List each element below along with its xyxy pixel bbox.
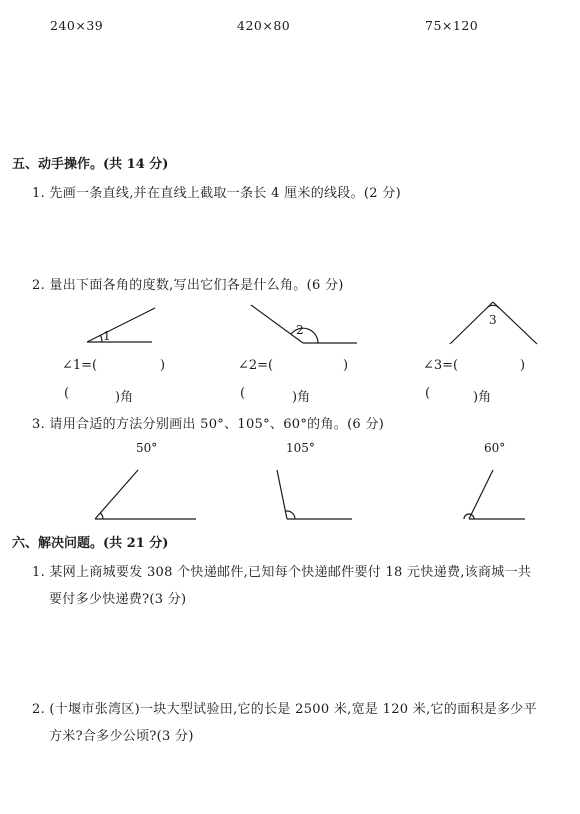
- angle-mark-3: 3: [489, 313, 497, 327]
- expr-2: 420×80: [237, 18, 291, 33]
- draw-label-105: 105°: [286, 441, 315, 455]
- draw-label-50: 50°: [136, 441, 158, 455]
- angle-1-type-close: )角: [115, 390, 134, 405]
- angle-2-degree-label: ∠2=(: [238, 358, 274, 373]
- angle-figure-2: [245, 300, 365, 350]
- question-6-1-line-1: 1. 某网上商城要发 308 个快递邮件,已知每个快递邮件要付 18 元快递费,该商城一共: [32, 565, 532, 580]
- angle-mark-2: 2: [296, 323, 304, 337]
- question-5-3: 3. 请用合适的方法分别画出 50°、105°、60°的角。(6 分): [32, 417, 385, 432]
- draw-angle-105: [270, 465, 360, 525]
- draw-label-60: 60°: [484, 441, 506, 455]
- angle-mark-1: 1: [103, 329, 111, 343]
- angle-1-degree-close: ): [160, 358, 166, 373]
- section-5-title: 五、动手操作。(共 14 分): [12, 157, 169, 172]
- question-6-2-line-1: 2. (十堰市张湾区)一块大型试验田,它的长是 2500 米,宽是 120 米,它的面积是多少平: [32, 702, 537, 717]
- angle-3-degree-label: ∠3=(: [423, 358, 459, 373]
- angle-3-type-open: (: [425, 386, 431, 401]
- question-5-2: 2. 量出下面各角的度数,写出它们各是什么角。(6 分): [32, 278, 344, 293]
- question-5-1: 1. 先画一条直线,并在直线上截取一条长 4 厘米的线段。(2 分): [32, 186, 401, 201]
- question-6-1-line-2: 要付多少快递费?(3 分): [49, 592, 187, 607]
- expr-3: 75×120: [425, 18, 479, 33]
- angle-3-type-close: )角: [473, 390, 492, 405]
- angle-1-degree-label: ∠1=(: [62, 358, 98, 373]
- angle-2-type-close: )角: [292, 390, 311, 405]
- angle-2-degree-close: ): [343, 358, 349, 373]
- angle-2-type-open: (: [240, 386, 246, 401]
- angle-figure-1: [80, 300, 160, 350]
- draw-angle-60: [460, 465, 530, 525]
- expr-1: 240×39: [50, 18, 104, 33]
- angle-figure-3: [445, 296, 545, 348]
- section-6-title: 六、解决问题。(共 21 分): [12, 536, 169, 551]
- question-6-2-line-2: 方米?合多少公顷?(3 分): [49, 729, 194, 744]
- angle-3-degree-close: ): [520, 358, 526, 373]
- draw-angle-50: [90, 465, 200, 525]
- angle-1-type-open: (: [64, 386, 70, 401]
